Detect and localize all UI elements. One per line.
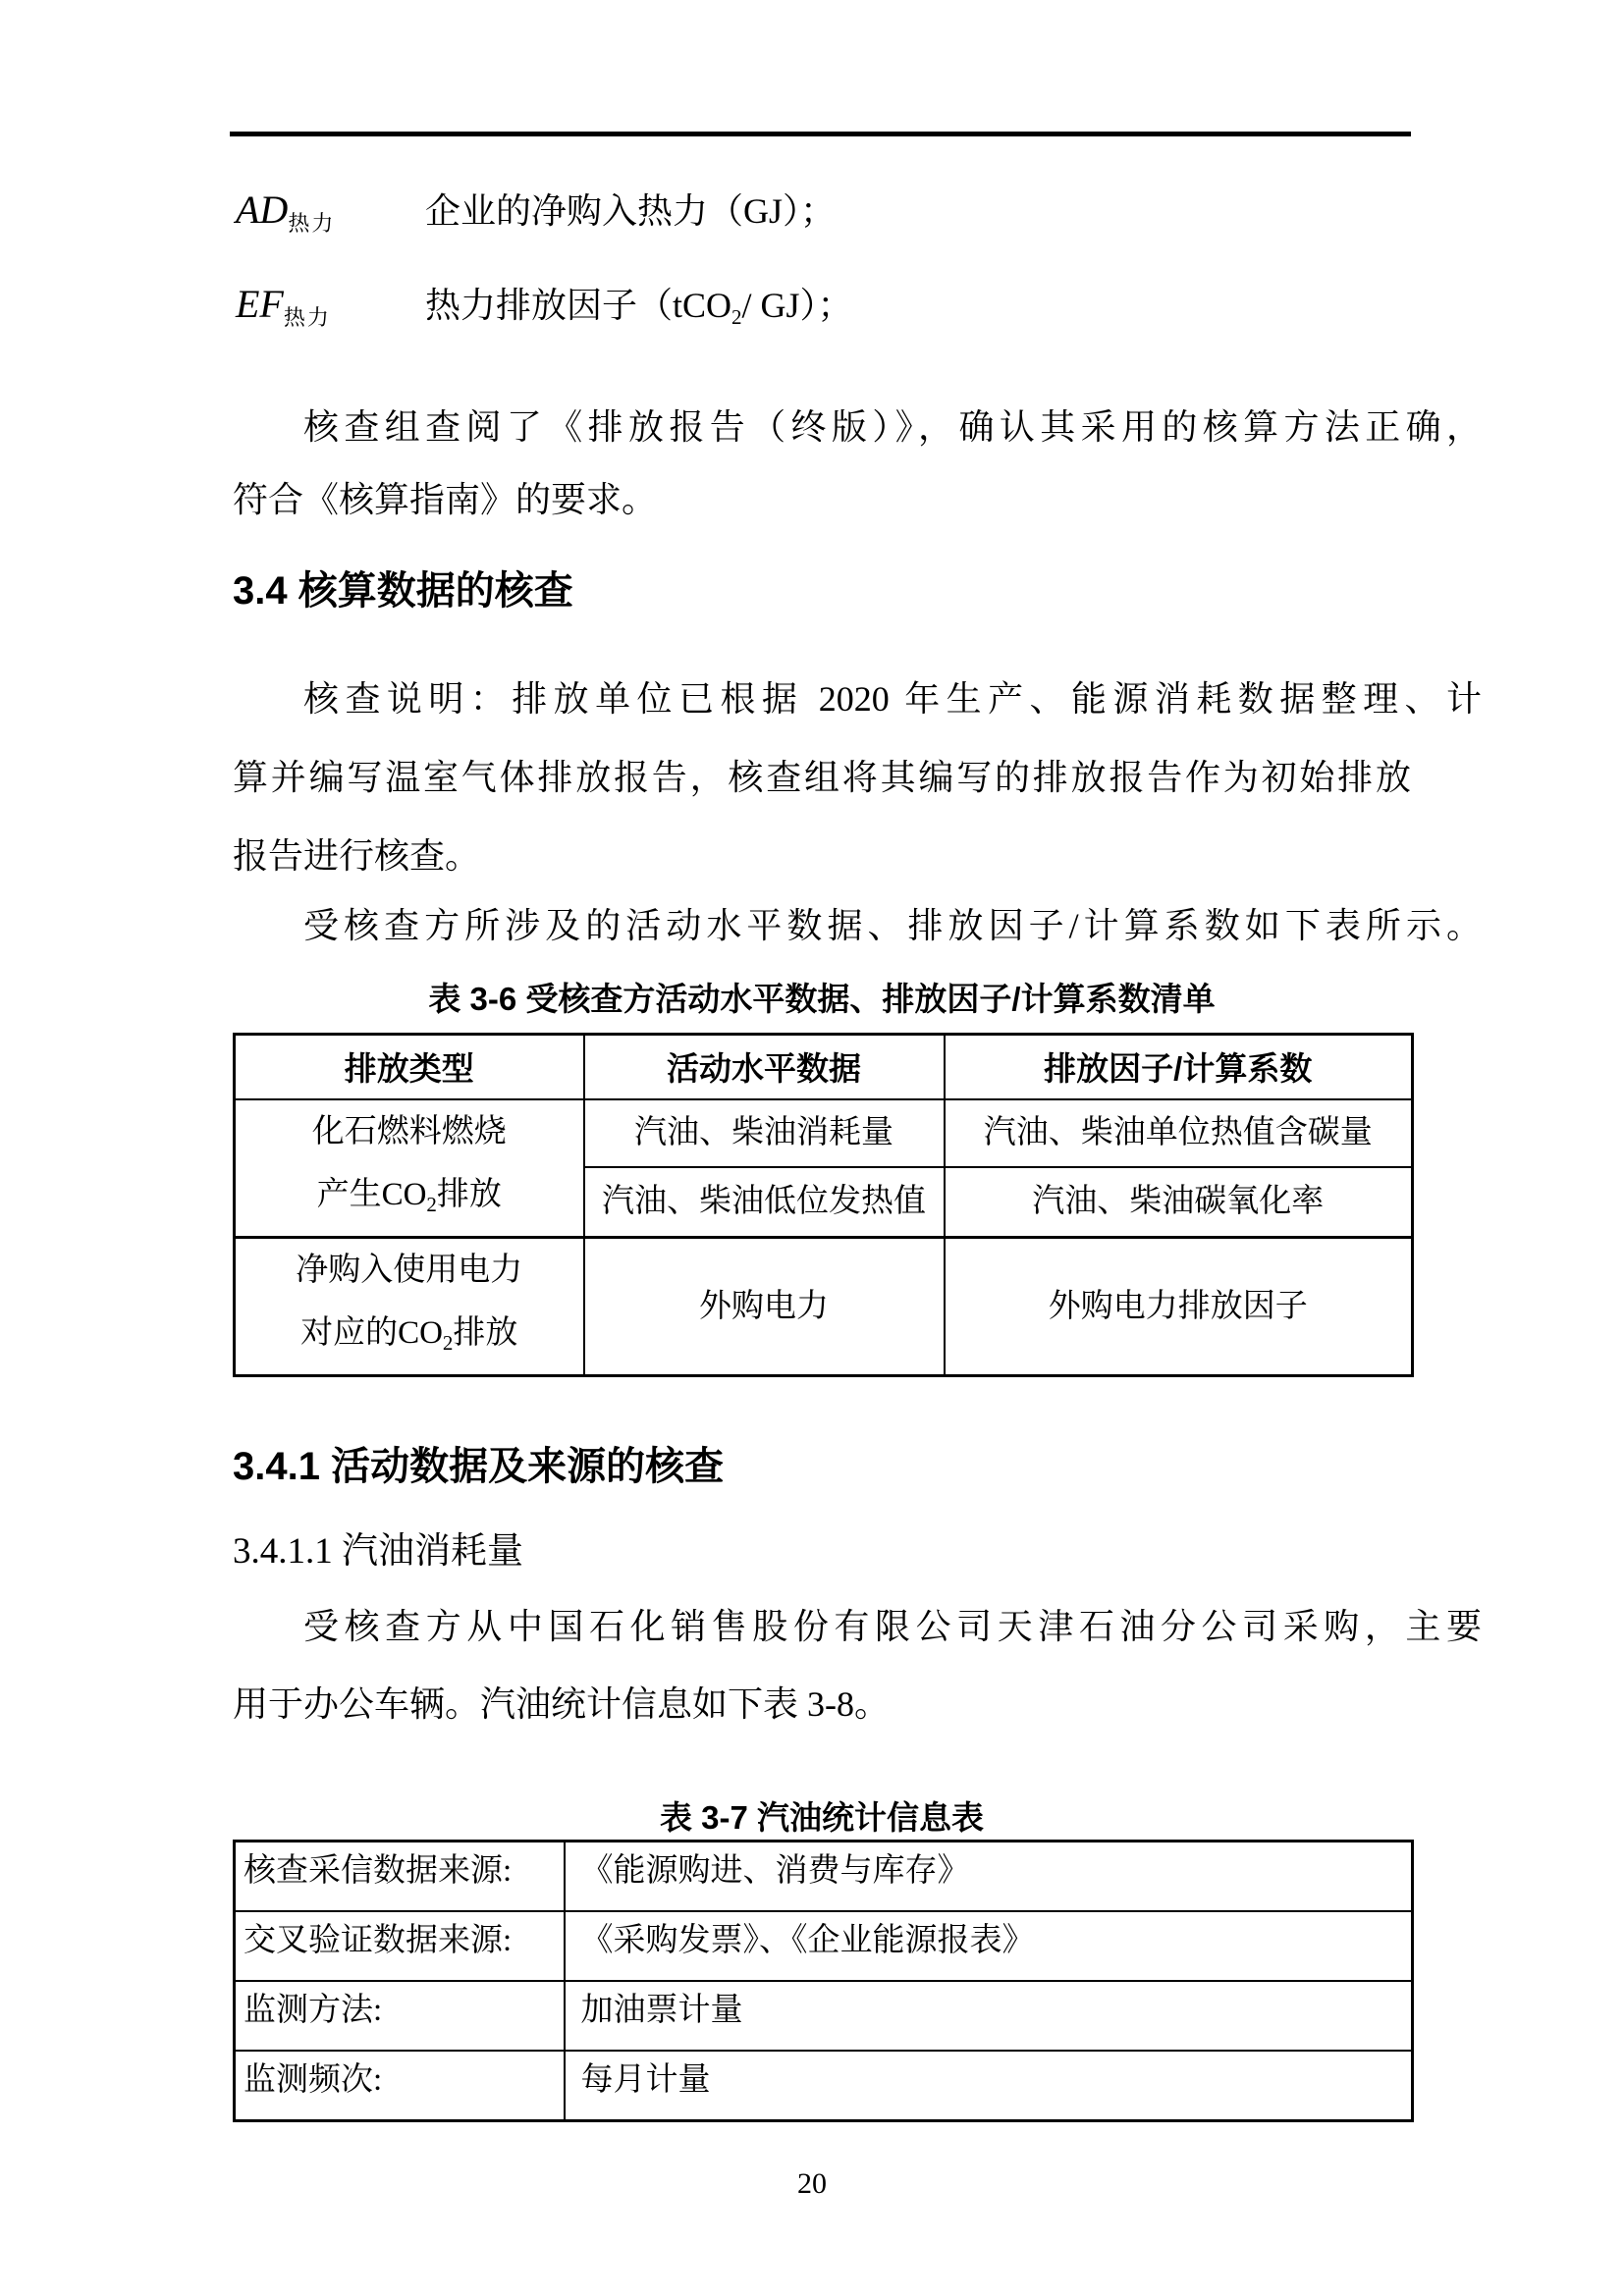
term-ef [233, 283, 425, 340]
paragraph-explain-line1: 核查说明：排放单位已根据 2020 年生产、能源消耗数据整理、计 [303, 679, 1482, 719]
paragraph-gasoline-line2: 用于办公车辆。汽油统计信息如下表 3-8。 [233, 1684, 890, 1724]
definition-row-ad [233, 188, 1411, 245]
cell-fossil-type-line2 [236, 1163, 583, 1236]
paragraph-explain-line3: 报告进行核查。 [233, 836, 481, 876]
cell-fossil-type [235, 1099, 584, 1238]
table-row [235, 2051, 1413, 2121]
paragraph-review-line2: 符合《核算指南》的要求。 [233, 480, 658, 519]
page-number: 20 [797, 2167, 827, 2200]
table-row [235, 1842, 1413, 1912]
cell-electricity-activity: 外购电力 [584, 1237, 945, 1375]
cell-electricity-factor: 外购电力排放因子 [945, 1237, 1413, 1375]
cell-fossil-factor-1: 汽油、柴油单位热值含碳量 [945, 1099, 1413, 1168]
definition-ef-text [425, 284, 853, 339]
table-3-7 [233, 1840, 1414, 2122]
table-3-6 [233, 1033, 1414, 1377]
definition-ef-pre: 热力排放因子（tCO [425, 286, 732, 325]
cell-cross-check-value: 《采购发票》、《企业能源报表》 [565, 1911, 1413, 1981]
co2-subscript: 2 [426, 1192, 437, 1216]
column-header-emission-factor: 排放因子/计算系数 [945, 1035, 1413, 1099]
co2-subscript: 2 [731, 305, 742, 329]
header-rule [230, 132, 1411, 136]
table-row [235, 1911, 1413, 1981]
cell-data-source-value: 《能源购进、消费与库存》 [565, 1842, 1413, 1912]
table-row [235, 1099, 1413, 1168]
symbol-ad-subscript: 热力 [288, 211, 336, 236]
term-ad [233, 188, 425, 245]
table-3-7-caption: 表 3-7 汽油统计信息表 [659, 1799, 985, 1836]
column-header-emission-type: 排放类型 [235, 1035, 584, 1099]
definition-ad-text: 企业的净购入热力（GJ）； [425, 191, 837, 231]
cell-fossil-type-line1: 化石燃料燃烧 [311, 1113, 507, 1149]
symbol-ef: EF [236, 282, 284, 326]
cell-fossil-factor-2: 汽油、柴油碳氧化率 [945, 1167, 1413, 1237]
cell-data-source-label: 核查采信数据来源: [235, 1842, 565, 1912]
cell-electricity-type [235, 1237, 584, 1375]
paragraph-activity-intro: 受核查方所涉及的活动水平数据、排放因子/计算系数如下表所示。 [303, 906, 1482, 945]
table-row [235, 1981, 1413, 2051]
cell-electricity-type-line2 [236, 1302, 583, 1374]
cell-fossil-activity-1: 汽油、柴油消耗量 [584, 1099, 945, 1168]
table-row [235, 1237, 1413, 1375]
section-heading-3-4: 3.4 核算数据的核查 [233, 569, 573, 613]
column-header-activity-data: 活动水平数据 [584, 1035, 945, 1099]
cell-electricity-type-line1: 净购入使用电力 [296, 1252, 523, 1288]
cell-monitor-method-value: 加油票计量 [565, 1981, 1413, 2051]
definition-row-ef [233, 283, 1411, 340]
section-heading-3-4-1: 3.4.1 活动数据及来源的核查 [233, 1445, 725, 1488]
symbol-ef-subscript: 热力 [283, 305, 331, 330]
cell-monitor-frequency-value: 每月计量 [565, 2051, 1413, 2121]
cell-cross-check-label: 交叉验证数据来源: [235, 1911, 565, 1981]
table-3-6-header-row [235, 1035, 1413, 1099]
paragraph-explain-line2: 算并编写温室气体排放报告，核查组将其编写的排放报告作为初始排放 [233, 758, 1411, 797]
paragraph-gasoline-line1: 受核查方从中国石化销售股份有限公司天津石油分公司采购，主要 [303, 1607, 1482, 1646]
cell-monitor-frequency-label: 监测频次: [235, 2051, 565, 2121]
co2-subscript: 2 [442, 1330, 454, 1355]
paragraph-review-line1: 核查组查阅了《排放报告（终版）》，确认其采用的核算方法正确， [303, 407, 1482, 447]
table-3-6-caption: 表 3-6 受核查方活动水平数据、排放因子/计算系数清单 [428, 981, 1216, 1017]
symbol-ad: AD [236, 187, 289, 232]
cell-electricity-line2-post: 排放 [453, 1314, 518, 1351]
section-heading-3-4-1-1: 3.4.1.1 汽油消耗量 [233, 1531, 523, 1572]
cell-electricity-line2-pre: 对应的CO [300, 1314, 443, 1351]
cell-fossil-activity-2: 汽油、柴油低位发热值 [584, 1167, 945, 1237]
cell-monitor-method-label: 监测方法: [235, 1981, 565, 2051]
cell-fossil-line2-post: 排放 [436, 1176, 502, 1212]
definition-ef-post: / GJ）； [741, 286, 853, 325]
cell-fossil-line2-pre: 产生CO [316, 1176, 427, 1212]
